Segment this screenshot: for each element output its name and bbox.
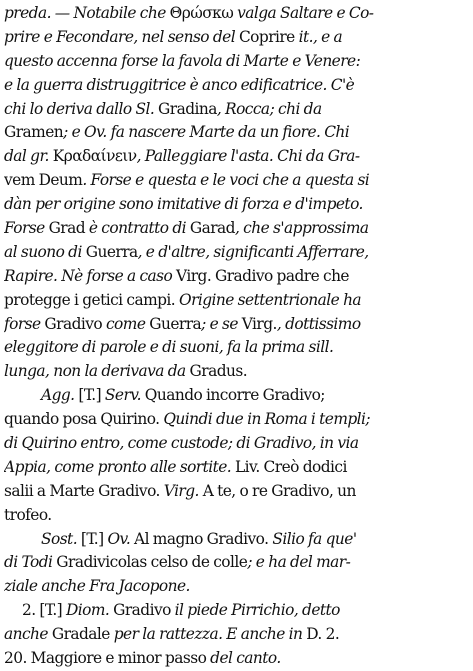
- text-segment: valga Saltare e Co-: [233, 4, 374, 22]
- text-segment: Κραδαίνειν: [52, 147, 137, 166]
- text-segment: Gradale: [51, 625, 110, 644]
- text-segment: anche: [4, 625, 52, 644]
- text-segment: prire e Fecondare, nel senso del: [4, 27, 239, 46]
- text-segment: salii a Marte Gradivo.: [4, 481, 164, 500]
- text-segment: dal gr.: [4, 147, 53, 166]
- text-segment: e la guerra distruggitrice è anco edificatrice. C'è: [4, 75, 355, 94]
- text-segment: Gradivicolas celso de colle: [56, 553, 248, 572]
- text-segment: it., e a: [294, 27, 343, 46]
- text-segment: lunga, non la derivava da: [4, 362, 190, 381]
- text-segment: 20. Maggiore e minor passo: [4, 649, 207, 668]
- text-segment: del canto.: [206, 649, 281, 668]
- text-segment: chi lo deriva dallo Sl.: [4, 99, 159, 118]
- text-segment: Grad: [48, 219, 86, 238]
- text-segment: Virg.: [163, 481, 203, 500]
- text-line: [4, 217, 469, 241]
- text-segment: ; e Ov. fa nascere Marte da un fiore. Chi: [63, 123, 350, 142]
- text-segment: Sost.: [41, 529, 81, 548]
- text-segment: [T.]: [80, 529, 108, 548]
- text-line: [4, 623, 469, 647]
- text-segment: A te, o re Gradivo, un: [202, 481, 356, 500]
- text-line: [4, 336, 469, 360]
- text-segment: Gradivo: [113, 601, 175, 620]
- text-segment: Guerra: [149, 314, 202, 333]
- text-line: [4, 241, 469, 265]
- text-segment: Quando incorre Gradivo;: [144, 386, 325, 405]
- text-segment: Silio fa que': [272, 529, 357, 548]
- text-segment: come: [102, 314, 150, 333]
- text-segment: . Forse e questa e le voci che a questa si: [82, 171, 370, 190]
- text-segment: forse: [4, 314, 45, 333]
- text-line: [4, 50, 469, 74]
- text-line: [4, 169, 469, 193]
- text-line: [4, 456, 469, 480]
- text-segment: Gramen: [4, 123, 64, 142]
- text-segment: Gradina: [158, 99, 217, 118]
- text-line: [4, 408, 469, 432]
- text-segment: trofeo.: [4, 505, 52, 524]
- text-segment: , dottissimo: [276, 314, 361, 333]
- text-line: [4, 74, 469, 98]
- text-segment: il piede Pirrichio, detto: [174, 601, 340, 620]
- text-segment: Garad: [189, 219, 235, 238]
- text-segment: , Rocca; chi da: [216, 99, 322, 118]
- text-line: [4, 599, 469, 623]
- text-segment: Diom.: [65, 601, 114, 620]
- text-line: [4, 504, 469, 528]
- text-segment: [T.]: [78, 386, 105, 405]
- text-line: [4, 432, 469, 456]
- text-segment: Origine settentrionale ha: [175, 290, 362, 309]
- text-segment: quando posa Quirino.: [4, 410, 160, 429]
- text-segment: , Palleggiare l'asta. Chi da Gra-: [136, 147, 360, 166]
- text-line: [4, 551, 469, 575]
- text-segment: Serv.: [104, 386, 145, 405]
- text-line: [4, 2, 469, 26]
- text-segment: Liv. Creò dodici: [235, 457, 347, 476]
- text-segment: preda. — Notabile che: [4, 4, 170, 22]
- text-segment: Virg. Gradivo padre che: [176, 266, 349, 285]
- text-segment: Guerra: [85, 242, 138, 261]
- text-line: [4, 265, 469, 289]
- text-segment: Al magno Gradivo.: [134, 529, 273, 548]
- text-segment: ziale anche Fra Jacopone.: [4, 577, 190, 596]
- text-segment: vem Deum: [4, 171, 83, 190]
- text-segment: al suono di: [4, 242, 86, 261]
- text-line: [4, 145, 469, 169]
- text-segment: questo accenna forse la favola di Marte e Venere:: [4, 51, 361, 70]
- text-segment: 2. [T.]: [22, 601, 66, 620]
- text-segment: protegge i getici campi.: [4, 290, 176, 309]
- text-segment: Rapire. Nè forse a caso: [4, 266, 177, 285]
- text-segment: Θρώσκω: [169, 4, 234, 22]
- text-segment: Agg.: [41, 386, 79, 405]
- text-segment: eleggitore di parole e di suoni, fa la prima sill.: [4, 338, 334, 357]
- text-segment: di Todi: [4, 553, 57, 572]
- text-segment: Gradus.: [189, 362, 248, 381]
- text-segment: ; e ha del mar-: [247, 553, 351, 572]
- text-line: [4, 360, 469, 384]
- text-segment: Virg.: [241, 314, 277, 333]
- text-segment: ; e se: [201, 314, 242, 333]
- text-segment: Gradivo: [44, 314, 103, 333]
- text-segment: D. 2.: [306, 625, 340, 644]
- text-line: [4, 647, 469, 671]
- text-segment: di Quirino entro, come custode; di Gradivo, in via: [4, 434, 359, 453]
- text-segment: Ov.: [107, 529, 135, 548]
- text-segment: Forse: [4, 219, 49, 238]
- text-line: [4, 384, 469, 408]
- text-line: [4, 575, 469, 599]
- text-line: [4, 98, 469, 122]
- text-segment: Quindi due in Roma i templi;: [159, 410, 371, 429]
- text-line: [4, 121, 469, 145]
- text-segment: per la rattezza. E anche in: [109, 625, 307, 644]
- text-line: [4, 193, 469, 217]
- text-segment: Appia, come pronto alle sortite.: [4, 457, 235, 476]
- text-segment: , che s'approssima: [234, 219, 369, 238]
- text-segment: , e d'altre, significanti Afferrare,: [137, 242, 369, 261]
- text-line: [4, 289, 469, 313]
- text-line: [4, 26, 469, 50]
- text-line: [4, 313, 469, 337]
- text-segment: Coprire: [238, 27, 295, 46]
- text-segment: è contratto di: [85, 219, 190, 238]
- text-line: [4, 528, 469, 552]
- text-segment: dàn per origine sono imitative di forza e d'impeto.: [4, 195, 363, 214]
- text-line: [4, 480, 469, 504]
